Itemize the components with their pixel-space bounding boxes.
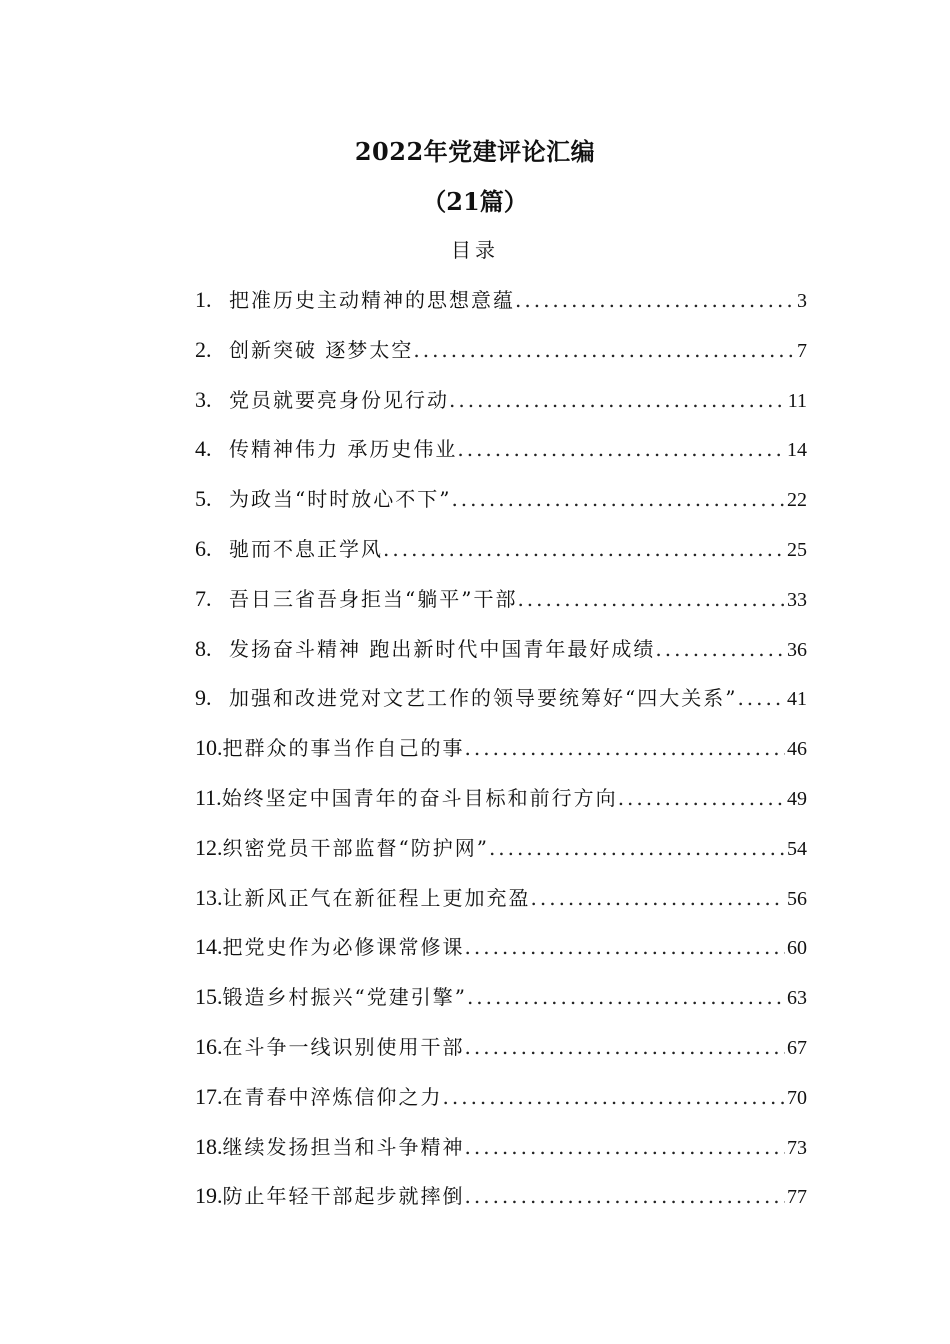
toc-entry[interactable] bbox=[195, 831, 807, 881]
toc-entry-number: 13. bbox=[195, 884, 223, 910]
toc-entry-page: 60 bbox=[787, 937, 807, 960]
toc-entry-number: 7. bbox=[195, 585, 212, 611]
toc-dot-leader bbox=[467, 980, 785, 1014]
toc-entry-number: 15. bbox=[195, 984, 223, 1010]
toc-entry-title: 创新突破 逐梦太空 bbox=[229, 337, 414, 362]
toc-dot-leader bbox=[465, 1130, 786, 1164]
document-title: 2022年党建评论汇编 bbox=[354, 137, 596, 166]
toc-entry[interactable] bbox=[195, 1030, 807, 1080]
toc-entry[interactable] bbox=[195, 532, 807, 582]
toc-dot-leader bbox=[618, 781, 785, 815]
toc-entry-page: 56 bbox=[787, 887, 807, 910]
toc-entry-number: 8. bbox=[195, 635, 212, 661]
toc-entry[interactable] bbox=[195, 283, 807, 333]
toc-entry-title: 防止年轻干部起步就摔倒 bbox=[222, 1184, 465, 1209]
toc-entry[interactable] bbox=[195, 482, 807, 532]
toc-entry-number: 10. bbox=[195, 735, 223, 761]
toc-entry-page: 49 bbox=[787, 787, 807, 810]
toc-entry-title: 把党史作为必修课常修课 bbox=[222, 935, 465, 960]
toc-entry-page: 11 bbox=[787, 389, 807, 412]
toc-dot-leader bbox=[465, 930, 786, 964]
toc-entry-page: 14 bbox=[787, 439, 807, 462]
toc-entry-title: 织密党员干部监督“防护网” bbox=[222, 835, 489, 860]
toc-dot-leader bbox=[515, 283, 795, 317]
toc-entry[interactable] bbox=[195, 333, 807, 383]
toc-entry[interactable] bbox=[195, 681, 807, 731]
toc-dot-leader bbox=[383, 532, 785, 566]
toc-entry-page: 67 bbox=[787, 1036, 807, 1059]
toc-entry-number: 14. bbox=[195, 934, 223, 960]
toc-entry-number: 4. bbox=[195, 436, 212, 462]
toc-entry-number: 9. bbox=[195, 685, 212, 711]
toc-entry[interactable] bbox=[195, 582, 807, 632]
toc-entry-number: 12. bbox=[195, 834, 223, 860]
toc-entry[interactable] bbox=[195, 1179, 807, 1229]
toc-heading: 目录 bbox=[451, 238, 499, 262]
toc-entry[interactable] bbox=[195, 632, 807, 682]
toc-entry-title: 驰而不息正学风 bbox=[229, 536, 383, 561]
toc-dot-leader bbox=[531, 881, 786, 915]
toc-entry-page: 36 bbox=[787, 638, 807, 661]
toc-entry-page: 73 bbox=[787, 1136, 807, 1159]
toc-dot-leader bbox=[655, 632, 785, 666]
toc-entry-number: 6. bbox=[195, 535, 212, 561]
toc-entry-title: 为政当“时时放心不下” bbox=[229, 487, 452, 512]
toc-entry-page: 70 bbox=[787, 1086, 807, 1109]
toc-dot-leader bbox=[443, 1080, 786, 1114]
toc-entry-number: 3. bbox=[195, 386, 212, 412]
toc-entry[interactable] bbox=[195, 731, 807, 781]
toc-entry-number: 17. bbox=[195, 1083, 223, 1109]
table-of-contents bbox=[195, 283, 807, 1229]
toc-entry-title: 发扬奋斗精神 跑出新时代中国青年最好成绩 bbox=[229, 636, 656, 661]
toc-entry[interactable] bbox=[195, 1080, 807, 1130]
toc-entry-page: 77 bbox=[787, 1186, 807, 1209]
toc-entry-page: 7 bbox=[797, 339, 807, 362]
toc-entry-title: 始终坚定中国青年的奋斗目标和前行方向 bbox=[221, 785, 618, 810]
toc-dot-leader bbox=[465, 1030, 786, 1064]
toc-entry-page: 54 bbox=[787, 837, 807, 860]
toc-dot-leader bbox=[465, 1179, 786, 1213]
toc-entry-page: 3 bbox=[797, 290, 807, 312]
toc-entry-number: 18. bbox=[195, 1133, 223, 1159]
toc-entry-page: 63 bbox=[787, 987, 807, 1010]
toc-entry-title: 把准历史主动精神的思想意蕴 bbox=[229, 288, 515, 312]
toc-entry-title: 把群众的事当作自己的事 bbox=[222, 736, 465, 761]
toc-entry-title: 让新风正气在新征程上更加充盈 bbox=[222, 885, 531, 910]
toc-entry[interactable] bbox=[195, 881, 807, 931]
toc-entry-title: 在青春中淬炼信仰之力 bbox=[222, 1084, 443, 1109]
toc-entry-title: 传精神伟力 承历史伟业 bbox=[229, 437, 458, 462]
toc-entry-number: 2. bbox=[195, 336, 212, 362]
toc-entry-number: 1. bbox=[195, 287, 212, 312]
toc-entry-title: 党员就要亮身份见行动 bbox=[229, 387, 449, 412]
toc-entry-page: 22 bbox=[787, 489, 807, 512]
toc-entry-page: 33 bbox=[787, 588, 807, 611]
toc-entry[interactable] bbox=[195, 432, 807, 482]
document-subtitle: （21篇） bbox=[422, 187, 528, 216]
toc-dot-leader bbox=[457, 432, 785, 466]
toc-entry-title: 加强和改进党对文艺工作的领导要统筹好“四大关系” bbox=[229, 686, 738, 711]
toc-entry[interactable] bbox=[195, 1130, 807, 1180]
toc-entry-number: 16. bbox=[195, 1033, 223, 1059]
toc-dot-leader bbox=[465, 731, 786, 765]
toc-entry-title: 吾日三省吾身拒当“躺平”干部 bbox=[229, 586, 518, 611]
toc-dot-leader bbox=[449, 383, 786, 417]
toc-entry[interactable] bbox=[195, 980, 807, 1030]
toc-dot-leader bbox=[517, 582, 785, 616]
toc-dot-leader bbox=[737, 681, 785, 715]
toc-entry-title: 在斗争一线识别使用干部 bbox=[222, 1034, 465, 1059]
toc-dot-leader bbox=[489, 831, 785, 865]
toc-entry-page: 41 bbox=[787, 688, 807, 711]
toc-entry[interactable] bbox=[195, 383, 807, 433]
toc-entry-page: 25 bbox=[787, 538, 807, 561]
toc-entry-number: 5. bbox=[195, 486, 212, 512]
toc-entry-page: 46 bbox=[787, 738, 807, 761]
toc-dot-leader bbox=[451, 482, 785, 516]
toc-dot-leader bbox=[413, 333, 795, 367]
toc-entry-title: 继续发扬担当和斗争精神 bbox=[222, 1134, 465, 1159]
toc-entry[interactable] bbox=[195, 781, 807, 831]
toc-entry-title: 锻造乡村振兴“党建引擎” bbox=[222, 985, 467, 1010]
toc-entry-number: 11. bbox=[195, 784, 222, 810]
toc-entry[interactable] bbox=[195, 930, 807, 980]
toc-entry-number: 19. bbox=[195, 1183, 223, 1209]
